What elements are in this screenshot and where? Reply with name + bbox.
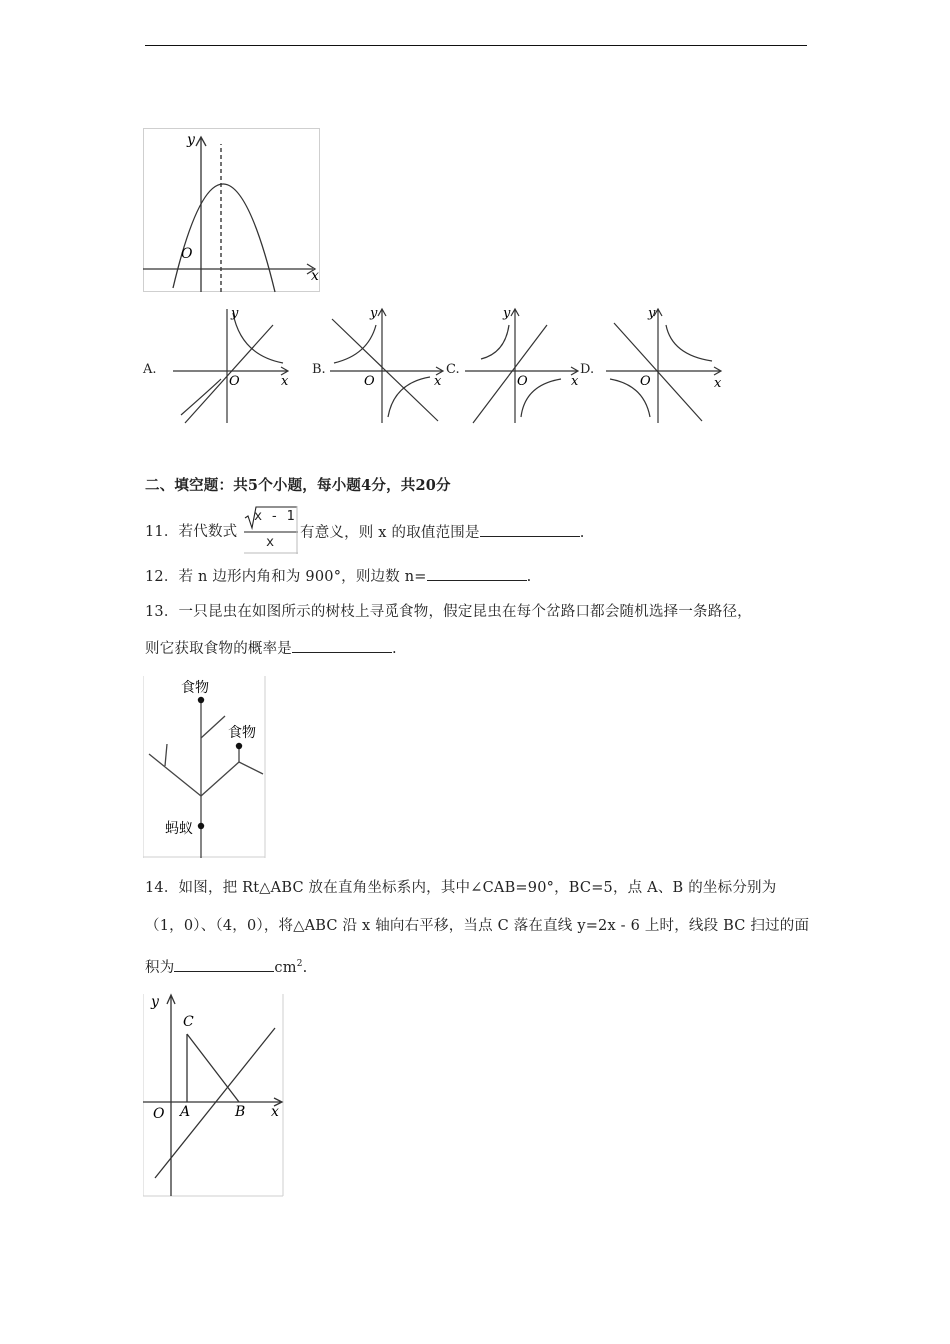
parabola-origin-label: O xyxy=(181,246,193,262)
triangle-figure xyxy=(143,992,287,1198)
option-c-label[interactable]: C. xyxy=(446,362,460,377)
option-d-origin: O xyxy=(640,374,651,389)
triangle-origin: O xyxy=(153,1106,165,1122)
q12-line xyxy=(145,566,531,587)
q11-fraction xyxy=(244,506,298,554)
tree-food-right: 食物 xyxy=(228,725,256,741)
section-heading: 二、填空题：共5个小题，每小题4分，共20分 xyxy=(145,477,451,494)
q13-end: . xyxy=(392,641,397,657)
triangle-y-label: y xyxy=(151,994,159,1010)
q11-prefix: 11．若代数式 xyxy=(145,524,238,540)
option-b-origin: O xyxy=(364,374,375,389)
q12-text: 12．若 n 边形内角和为 900°，则边数 n= xyxy=(145,569,427,585)
tree-ant-label: 蚂蚁 xyxy=(165,821,193,837)
triangle-point-c: C xyxy=(183,1014,194,1030)
q11-answer-blank[interactable] xyxy=(480,522,580,537)
q14-line3-text: 积为 xyxy=(145,959,175,976)
header-rule xyxy=(145,45,807,46)
option-d-y-label: y xyxy=(648,306,656,321)
option-d-graph[interactable] xyxy=(602,305,728,425)
q14-line3 xyxy=(145,954,307,978)
option-b-label[interactable]: B. xyxy=(312,362,326,377)
tree-food-top: 食物 xyxy=(181,680,209,696)
option-c-x-label: x xyxy=(571,374,579,389)
triangle-point-a: A xyxy=(180,1104,191,1120)
parabola-y-label: y xyxy=(187,132,195,148)
q11-denominator: x xyxy=(266,534,275,550)
q11-numerator: x - 1 xyxy=(254,508,295,524)
q13-line2 xyxy=(145,638,397,659)
q14-line1: 14．如图，把 Rt△ABC 放在直角坐标系内，其中∠CAB=90°，BC=5，点 A、B 的坐标分别为 xyxy=(145,880,777,896)
option-d-label[interactable]: D. xyxy=(580,362,595,377)
tree-figure xyxy=(143,676,269,860)
option-b-x-label: x xyxy=(434,374,442,389)
triangle-x-label: x xyxy=(271,1104,279,1120)
q14-unit: cm xyxy=(274,959,297,976)
q13-line2-text: 则它获取食物的概率是 xyxy=(145,641,292,657)
q14-answer-blank[interactable] xyxy=(174,957,274,972)
q14-end: . xyxy=(302,959,308,976)
q13-line1: 13．一只昆虫在如图所示的树枝上寻觅食物，假定昆虫在每个岔路口都会随机选择一条路径， xyxy=(145,604,752,620)
option-c-origin: O xyxy=(517,374,528,389)
q11-end: . xyxy=(579,525,585,541)
q12-answer-blank[interactable] xyxy=(427,566,527,581)
triangle-point-b: B xyxy=(235,1104,246,1120)
option-c-graph[interactable] xyxy=(461,305,583,425)
q11-suffix-text: 有意义，则 x 的取值范围是 xyxy=(300,525,480,541)
q14-line2: （1，0）、（4，0），将△ABC 沿 x 轴向右平移，当点 C 落在直线 y=2x - 6 上时，线段 BC 扫过的面 xyxy=(145,918,810,934)
parabola-x-label: x xyxy=(311,268,319,284)
option-a-graph[interactable] xyxy=(163,305,293,425)
option-a-y-label: y xyxy=(231,306,239,321)
q13-answer-blank[interactable] xyxy=(292,638,392,653)
option-a-origin: O xyxy=(229,374,240,389)
option-d-x-label: x xyxy=(714,376,722,391)
q11-suffix xyxy=(300,522,585,543)
q12-end: . xyxy=(526,569,532,585)
parabola-figure xyxy=(143,128,323,294)
option-a-label[interactable]: A. xyxy=(143,362,157,377)
option-b-graph[interactable] xyxy=(326,305,448,425)
q14-unit-sup: 2 xyxy=(296,959,303,969)
option-b-y-label: y xyxy=(370,306,378,321)
option-c-y-label: y xyxy=(503,306,511,321)
option-a-x-label: x xyxy=(281,374,289,389)
